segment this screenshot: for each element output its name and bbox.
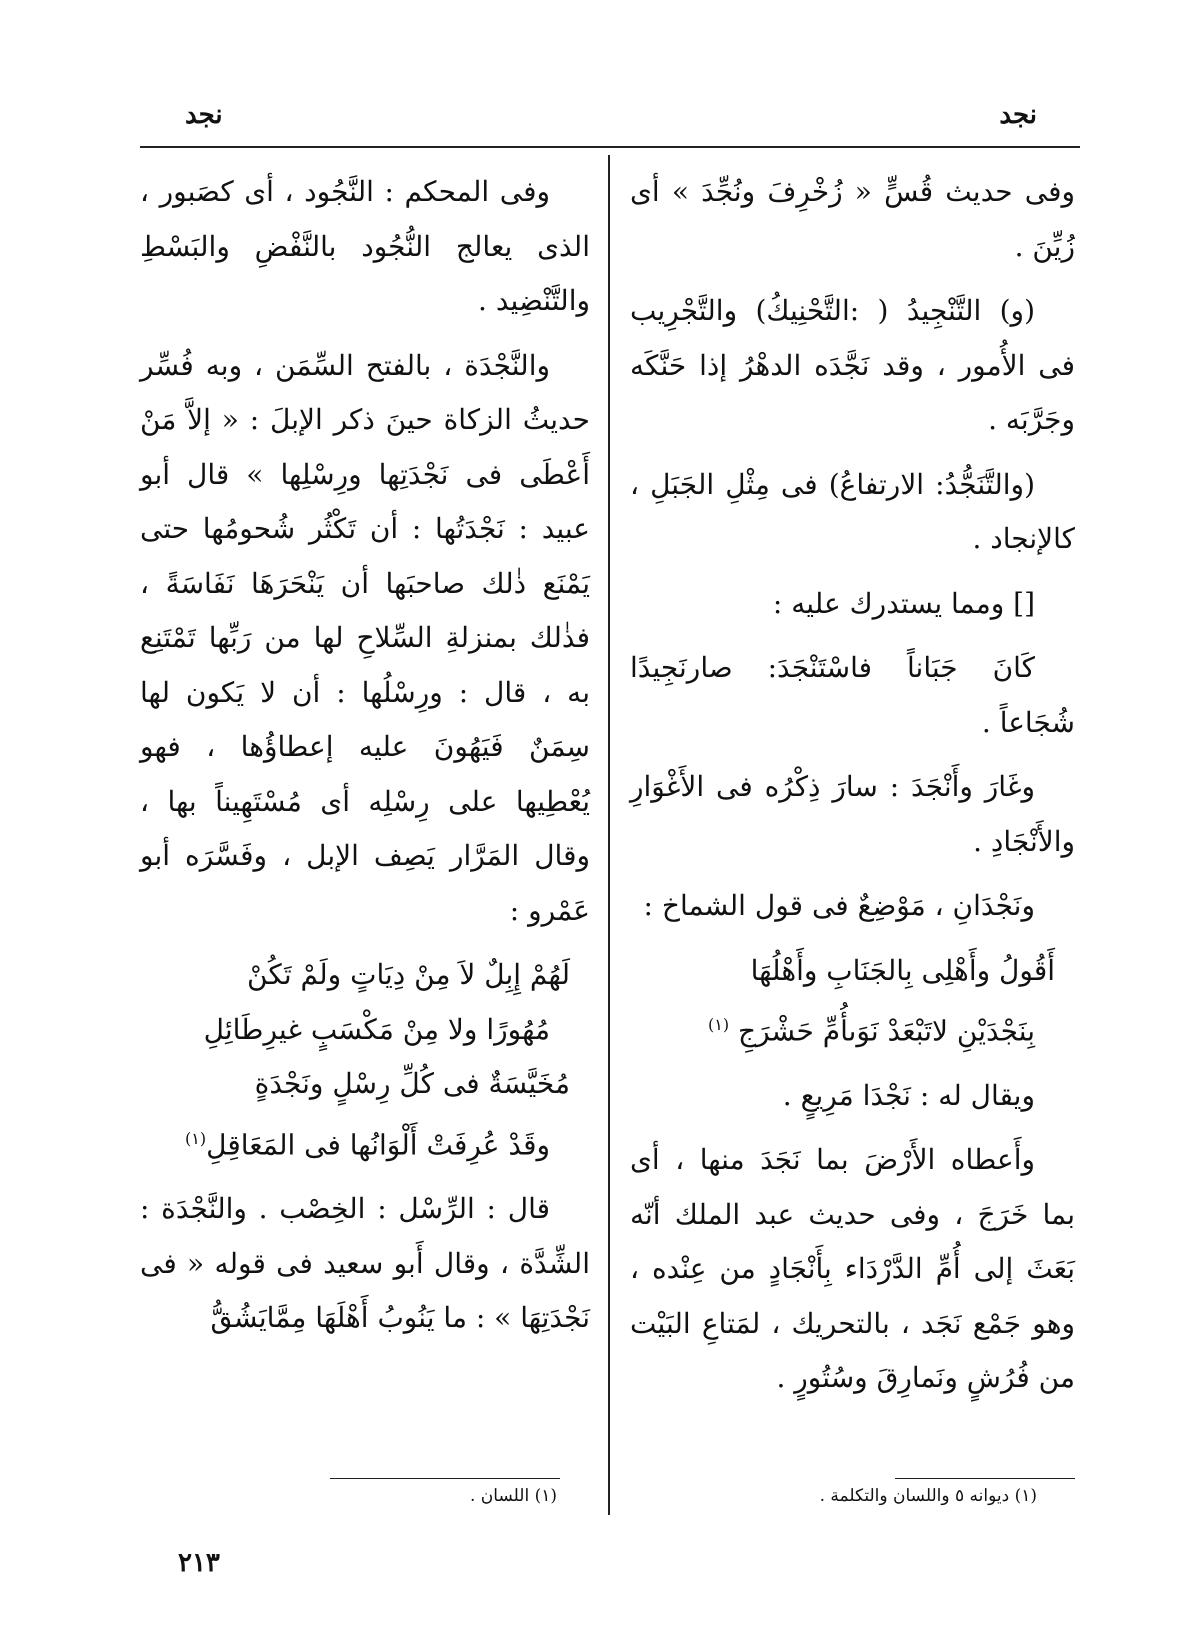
header-rule — [140, 146, 1080, 148]
footnote-mark: (١) — [708, 1015, 730, 1034]
verse-line: أَقُولُ وأَهْلِى بِالجَنَابِ وأَهْلُهَا — [750, 953, 1055, 987]
paragraph: وفى حديث قُسٍّ « زُخْرِفَ ونُجِّدَ » أى زُيِّنَ . — [630, 175, 1075, 263]
running-head-right: نجد — [999, 100, 1037, 130]
footnote-rule-left — [330, 1478, 560, 1479]
footnote-left: (١) اللسان . — [470, 1486, 557, 1506]
paragraph: (و) التَّنْجِيدُ ( :التَّحْنِيكُ) والتَّجْرِيب فى الأُمور ، وقد نَجَّدَه الدهْرُ إذا حَنَّكَه وجَرَّبَه . — [630, 294, 1075, 436]
paragraph: قال : الرِّسْل : الخِصْب . والنَّجْدَة : الشِّدَّة ، وقال أَبو سعيد فى قوله « فى نَجْدَتِهَا » : ما يَنُوبُ أَهْلَهَا مِمَّايَشُقُّ — [140, 1192, 590, 1335]
paragraph: كَانَ جَبَاناً فاسْتَنْجَدَ: صارنَجِيدًا شُجَاعاً . — [630, 651, 1075, 739]
footnote-right: (١) ديوانه ٥ واللسان والتكلمة . — [819, 1486, 1037, 1506]
verse-line: وقَدْ عُرِفَتْ أَلْوَانُها فى المَعَاقِلِ$^{(١)}$ — [185, 1127, 550, 1161]
paragraph: وغَارَ وأَنْجَدَ : سارَ ذِكْرُه فى الأَغْوَارِ والأَنْجَادِ . — [630, 770, 1075, 858]
paragraph: والنَّجْدَة ، بالفتح السِّمَن ، وبه فُسِّر حديثُ الزكاة حينَ ذكر الإبلَ : « إلاَّ مَنْ أَعْطَى فى نَجْدَتِها ورِسْلِها » قال أبو عبيد : نَجْدَتُها : أن تَكْثُر شُحومُها حتى يَمْنَع ذٰلك صاحبَها أن يَنْحَرَهَا نَفَاسَةً ، فذٰلك بمنزلةِ السِّلاحِ لها من رَبِّها تَمْتَنِع به ، قال : ورِسْلُها : أن لا يَكون لها سِمَنٌ فَيَهُونَ عليه إعطاؤُها ، فهو يُعْطِيها على رِسْلِه أى مُسْتَهِيناً بها ، وقال المَرَّار يَصِف الإبل ، وفَسَّرَه أبو عَمْرو : — [140, 348, 590, 927]
verse-line: لَهُمْ إِبِلٌ لاَ مِنْ دِيَاتٍ ولَمْ تَكُنْ — [247, 958, 570, 991]
running-head-left: نجد — [185, 100, 223, 130]
verse — [630, 944, 1075, 1059]
paragraph: (والتَّنَجُّدُ: الارتفاعُ) فى مِثْلِ الجَبَلِ ، كالإنجاد . — [630, 467, 1075, 555]
footnote-mark: (١) — [185, 1128, 207, 1148]
paragraph: ويقال له : نَجْدَا مَرِيعٍ . — [782, 1078, 1035, 1112]
verse-line: مُخَيَّسَةٌ فى كُلِّ رِسْلٍ ونَجْدَةٍ — [254, 1067, 570, 1100]
paragraph: [] ومما يستدرك عليه : — [772, 586, 1035, 620]
column-divider — [608, 155, 610, 1515]
verse — [140, 948, 590, 1172]
paragraph: وأَعطاه الأَرْضَ بما نَجَدَ منها ، أى بما خَرَجَ ، وفى حديث عبد الملك أنّه بَعَثَ إلى أُمِّ الدَّرْدَاء بِأَنْجَادٍ من عِنْده ، وهو جَمْع نَجَد ، بالتحريك ، لمَتاعِ البَيْت من فُرُشٍ ونَمارِقَ وسُتُورٍ . — [630, 1143, 1075, 1395]
left-column — [140, 165, 590, 1356]
paragraph: ونَجْدَانِ ، مَوْضِعٌ فى قول الشماخ : — [643, 889, 1035, 922]
verse-line: مُهُورًا ولا مِنْ مَكْسَبٍ غيرِطَائِلِ — [203, 1012, 550, 1046]
paragraph: وفى المحكم : النَّجُود ، أى كصَبور ، الذى يعالج النُّجُود بالنَّفْضِ والبَسْطِ والتَّنْضِيد . — [140, 175, 590, 317]
page-number: ٢١٣ — [178, 1548, 220, 1578]
verse-line: بِنَجْدَيْنِ لاتَبْعَدْ نَوَىأُمِّ حَشْرَجِ $^{(١)}$ — [708, 1014, 1035, 1048]
footnote-rule-right — [895, 1478, 1075, 1479]
right-column — [630, 165, 1075, 1416]
